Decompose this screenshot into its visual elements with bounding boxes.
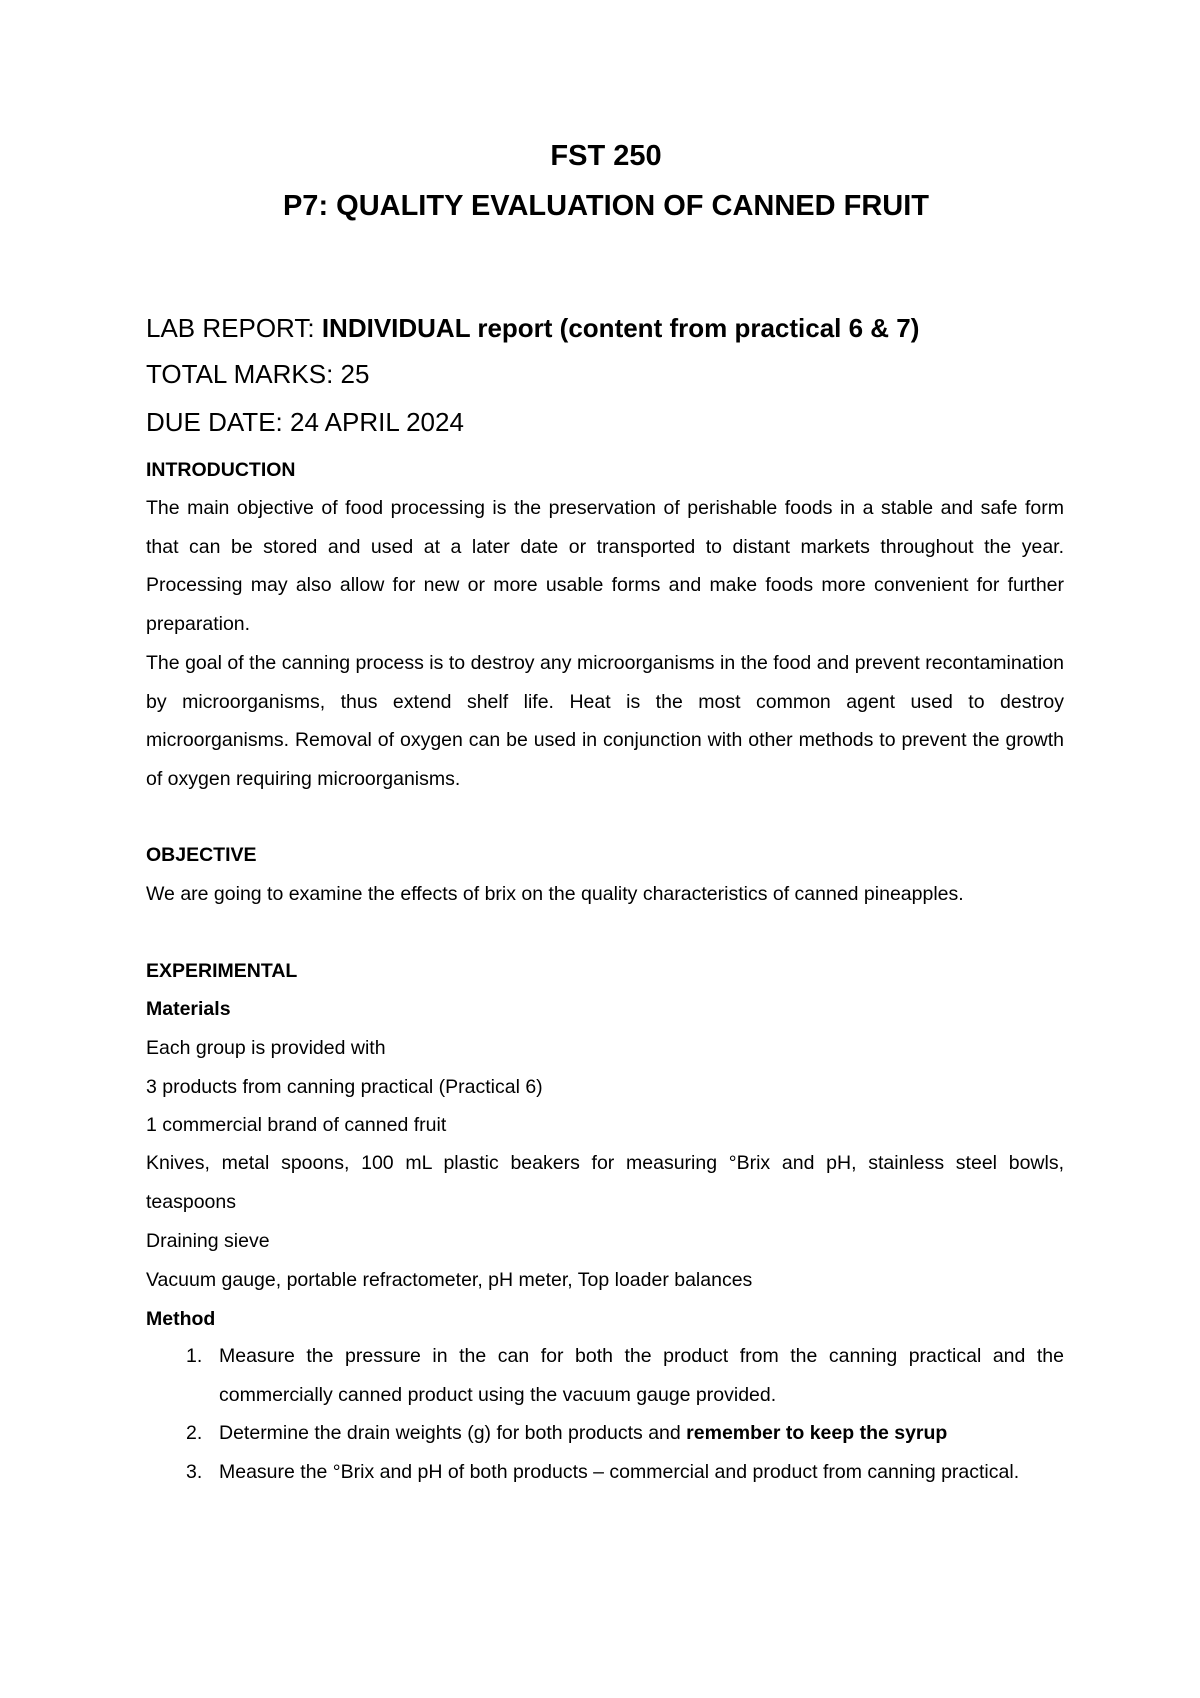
lab-report-value: INDIVIDUAL report (content from practical 6 & 7) <box>321 313 920 343</box>
course-code: FST 250 <box>550 140 662 172</box>
method-step-text: Measure the pressure in the can for both the product from the canning practical and the commercially canned product using the vacuum gauge provided. <box>219 1345 1064 1406</box>
method-step-number: 1. <box>186 1345 203 1367</box>
introduction-paragraph-1: The main objective of food processing is the preservation of perishable foods in a stable and safe form that can be stored and used at a later date or transported to distant markets throughout the year. Processing may also allow for new or more usable forms and make foods more convenient for further preparation. <box>146 497 1064 635</box>
objective-heading: OBJECTIVE <box>146 844 257 866</box>
method-step-number: 3. <box>186 1460 203 1483</box>
method-step <box>146 1453 1064 1492</box>
material-item: Draining sieve <box>146 1230 270 1252</box>
objective-text: We are going to examine the effects of brix on the quality characteristics of canned pineapples. <box>146 883 964 905</box>
introduction-paragraph-2: The goal of the canning process is to destroy any microorganisms in the food and prevent recontamination by microorganisms, thus extend shelf life. Heat is the most common agent used to destroy microorganisms. Removal of oxygen can be used in conjunction with other methods to prevent the growth of oxygen requiring microorganisms. <box>146 652 1064 790</box>
materials-heading: Materials <box>146 998 231 1020</box>
method-step-emphasis: remember to keep the syrup <box>686 1422 948 1445</box>
lab-report-label: LAB REPORT: <box>146 313 322 343</box>
material-item: Vacuum gauge, portable refractometer, pH meter, Top loader balances <box>146 1269 753 1291</box>
lab-report-line <box>146 312 919 344</box>
method-list <box>146 1337 1064 1491</box>
method-step-text: Measure the °Brix and pH of both products – commercial and product from canning practical. <box>219 1460 1020 1483</box>
material-item: 1 commercial brand of canned fruit <box>146 1114 447 1136</box>
method-step <box>146 1414 1064 1453</box>
method-step <box>146 1337 1064 1414</box>
practical-title: P7: QUALITY EVALUATION OF CANNED FRUIT <box>282 190 930 222</box>
method-step-number: 2. <box>186 1422 203 1445</box>
experimental-heading: EXPERIMENTAL <box>146 960 298 982</box>
introduction-heading: INTRODUCTION <box>146 459 296 481</box>
total-marks: TOTAL MARKS: 25 <box>146 359 370 389</box>
material-item: Knives, metal spoons, 100 mL plastic beakers for measuring °Brix and pH, stainless steel bowls, teaspoons <box>146 1152 1064 1213</box>
method-step-text: Determine the drain weights (g) for both products and <box>219 1422 687 1445</box>
due-date: DUE DATE: 24 APRIL 2024 <box>146 407 464 437</box>
method-heading: Method <box>146 1308 216 1330</box>
material-item: 3 products from canning practical (Practical 6) <box>146 1076 543 1098</box>
material-item: Each group is provided with <box>146 1037 386 1059</box>
